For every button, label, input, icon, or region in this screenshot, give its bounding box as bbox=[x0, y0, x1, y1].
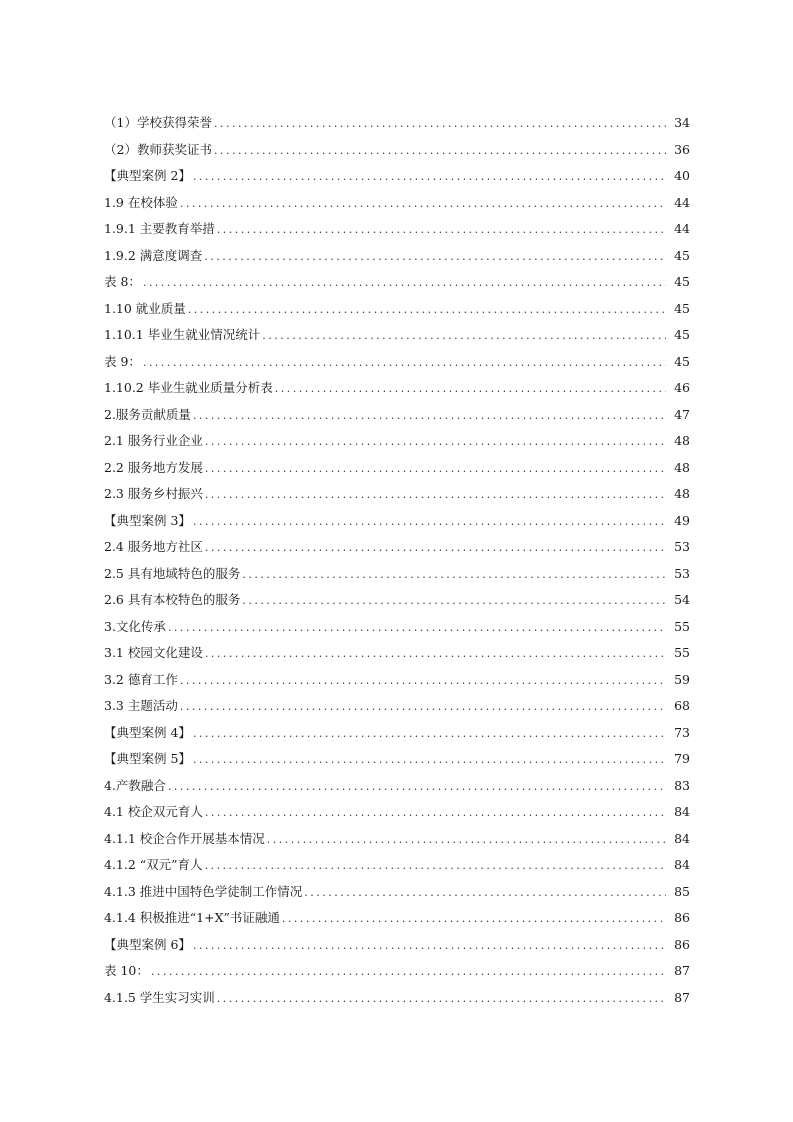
toc-entry-title: 1.10.2 毕业生就业质量分析表 bbox=[104, 380, 273, 395]
toc-entry-title: 【典型案例 3】 bbox=[104, 512, 191, 528]
dot-leader bbox=[242, 562, 666, 589]
toc-entry[interactable] bbox=[104, 322, 690, 349]
toc-entry-page-number: 55 bbox=[674, 645, 690, 660]
dot-leader bbox=[180, 191, 666, 218]
dot-leader bbox=[304, 880, 666, 907]
dot-leader bbox=[242, 588, 666, 615]
dot-leader bbox=[217, 986, 666, 1013]
toc-entry-title: 1.10.1 毕业生就业情况统计 bbox=[104, 327, 261, 342]
toc-entry[interactable] bbox=[104, 163, 690, 190]
toc-entry[interactable] bbox=[104, 932, 690, 959]
dot-leader bbox=[193, 509, 666, 536]
toc-entry-title: （1）学校获得荣誉 bbox=[104, 115, 212, 130]
toc-entry[interactable] bbox=[104, 243, 690, 270]
dot-leader bbox=[214, 138, 666, 165]
toc-entry-page-number: 68 bbox=[674, 698, 690, 713]
toc-entry[interactable] bbox=[104, 640, 690, 667]
toc-entry-page-number: 44 bbox=[674, 221, 690, 236]
toc-entry-title: 【典型案例 6】 bbox=[104, 936, 191, 952]
dot-leader bbox=[282, 906, 666, 933]
toc-entry-title: 表 8： bbox=[104, 274, 141, 289]
toc-entry-title: 4.1 校企双元育人 bbox=[104, 804, 203, 819]
dot-leader bbox=[204, 244, 666, 271]
toc-entry-title: 【典型案例 4】 bbox=[104, 724, 191, 740]
toc-entry-page-number: 48 bbox=[674, 459, 690, 475]
dot-leader bbox=[214, 111, 666, 138]
toc-entry-title: 表 9： bbox=[104, 353, 141, 369]
toc-entry-title: 4.1.5 学生实习实训 bbox=[104, 989, 215, 1005]
dot-leader bbox=[205, 535, 666, 562]
toc-entry-page-number: 84 bbox=[674, 830, 690, 846]
dot-leader bbox=[205, 429, 666, 456]
toc-entry-title: 1.10 就业质量 bbox=[104, 300, 186, 316]
toc-entry[interactable] bbox=[104, 296, 690, 323]
toc-entry-title: 2.3 服务乡村振兴 bbox=[104, 486, 203, 501]
toc-entry-page-number: 45 bbox=[674, 247, 690, 263]
toc-entry-page-number: 86 bbox=[674, 936, 690, 952]
toc-entry[interactable] bbox=[104, 985, 690, 1012]
toc-entry-page-number: 86 bbox=[674, 910, 690, 925]
toc-entry[interactable] bbox=[104, 587, 690, 614]
toc-entry-page-number: 48 bbox=[674, 486, 690, 501]
toc-entry-page-number: 46 bbox=[674, 380, 690, 395]
toc-entry-page-number: 36 bbox=[674, 141, 690, 157]
dot-leader bbox=[193, 721, 666, 748]
toc-entry[interactable] bbox=[104, 428, 690, 455]
toc-entry-title: 4.1.2 “双元”育人 bbox=[104, 857, 203, 872]
dot-leader bbox=[262, 323, 666, 350]
toc-entry-page-number: 87 bbox=[674, 963, 690, 978]
toc-entry-title: 4.1.1 校企合作开展基本情况 bbox=[104, 830, 265, 846]
toc-entry[interactable] bbox=[104, 481, 690, 508]
toc-entry-title: 1.9.1 主要教育举措 bbox=[104, 221, 215, 236]
toc-entry[interactable] bbox=[104, 508, 690, 535]
toc-entry-page-number: 83 bbox=[674, 777, 690, 793]
toc-entry-title: 1.9.2 满意度调查 bbox=[104, 247, 203, 263]
toc-entry[interactable] bbox=[104, 773, 690, 800]
toc-entry[interactable] bbox=[104, 693, 690, 720]
toc-entry[interactable] bbox=[104, 110, 690, 137]
toc-entry-title: 2.2 服务地方发展 bbox=[104, 459, 203, 475]
toc-entry-page-number: 47 bbox=[674, 406, 690, 422]
toc-entry[interactable] bbox=[104, 667, 690, 694]
toc-entry[interactable] bbox=[104, 614, 690, 641]
toc-entry[interactable] bbox=[104, 561, 690, 588]
toc-entry-page-number: 87 bbox=[674, 989, 690, 1005]
toc-entry-page-number: 59 bbox=[674, 671, 690, 687]
toc-entry-title: 4.1.3 推进中国特色学徒制工作情况 bbox=[104, 883, 303, 899]
dot-leader bbox=[168, 615, 666, 642]
toc-entry-title: 3.文化传承 bbox=[104, 618, 166, 634]
toc-entry-page-number: 34 bbox=[674, 115, 690, 130]
table-of-contents bbox=[104, 110, 690, 1011]
dot-leader bbox=[180, 694, 666, 721]
toc-entry-page-number: 49 bbox=[674, 512, 690, 528]
toc-entry-title: 2.5 具有地域特色的服务 bbox=[104, 565, 241, 581]
dot-leader bbox=[151, 959, 666, 986]
dot-leader bbox=[168, 774, 666, 801]
toc-entry-title: （2）教师获奖证书 bbox=[104, 141, 212, 157]
toc-entry-page-number: 53 bbox=[674, 539, 690, 554]
toc-entry-title: 4.产教融合 bbox=[104, 777, 166, 793]
toc-entry-page-number: 45 bbox=[674, 327, 690, 342]
toc-entry-page-number: 54 bbox=[674, 592, 690, 607]
dot-leader bbox=[217, 217, 666, 244]
toc-entry[interactable] bbox=[104, 375, 690, 402]
toc-entry-title: 2.1 服务行业企业 bbox=[104, 433, 203, 448]
toc-entry[interactable] bbox=[104, 137, 690, 164]
dot-leader bbox=[205, 641, 666, 668]
dot-leader bbox=[267, 827, 666, 854]
toc-entry-title: 3.1 校园文化建设 bbox=[104, 645, 203, 660]
toc-entry[interactable] bbox=[104, 534, 690, 561]
toc-entry-title: 2.服务贡献质量 bbox=[104, 406, 191, 422]
toc-entry-page-number: 45 bbox=[674, 300, 690, 316]
toc-entry-page-number: 40 bbox=[674, 168, 690, 183]
toc-entry[interactable] bbox=[104, 879, 690, 906]
toc-entry[interactable] bbox=[104, 746, 690, 773]
toc-entry-page-number: 45 bbox=[674, 274, 690, 289]
dot-leader bbox=[275, 376, 666, 403]
toc-entry-page-number: 44 bbox=[674, 194, 690, 210]
toc-entry-page-number: 85 bbox=[674, 883, 690, 899]
toc-entry-page-number: 45 bbox=[674, 353, 690, 369]
dot-leader bbox=[205, 482, 666, 509]
toc-entry[interactable] bbox=[104, 958, 690, 985]
toc-entry-title: 【典型案例 5】 bbox=[104, 751, 191, 766]
dot-leader bbox=[193, 933, 666, 960]
dot-leader bbox=[143, 350, 666, 377]
toc-entry[interactable] bbox=[104, 455, 690, 482]
toc-entry-page-number: 79 bbox=[674, 751, 690, 766]
dot-leader bbox=[180, 668, 666, 695]
dot-leader bbox=[205, 456, 666, 483]
toc-entry-page-number: 55 bbox=[674, 618, 690, 634]
toc-entry[interactable] bbox=[104, 852, 690, 879]
toc-entry[interactable] bbox=[104, 190, 690, 217]
dot-leader bbox=[143, 270, 666, 297]
toc-entry-page-number: 53 bbox=[674, 565, 690, 581]
toc-entry[interactable] bbox=[104, 826, 690, 853]
toc-entry-title: 2.4 服务地方社区 bbox=[104, 539, 203, 554]
toc-entry-title: 3.2 德育工作 bbox=[104, 671, 178, 687]
dot-leader bbox=[205, 853, 666, 880]
toc-entry-title: 【典型案例 2】 bbox=[104, 168, 191, 183]
toc-entry[interactable] bbox=[104, 799, 690, 826]
toc-entry[interactable] bbox=[104, 905, 690, 932]
dot-leader bbox=[193, 747, 666, 774]
toc-entry-title: 2.6 具有本校特色的服务 bbox=[104, 592, 241, 607]
toc-entry-title: 表 10： bbox=[104, 963, 149, 978]
toc-entry-title: 1.9 在校体验 bbox=[104, 194, 178, 210]
toc-entry-page-number: 84 bbox=[674, 804, 690, 819]
toc-entry[interactable] bbox=[104, 402, 690, 429]
toc-entry-page-number: 48 bbox=[674, 433, 690, 448]
toc-entry[interactable] bbox=[104, 216, 690, 243]
dot-leader bbox=[188, 297, 666, 324]
toc-entry-page-number: 84 bbox=[674, 857, 690, 872]
dot-leader bbox=[193, 164, 666, 191]
toc-entry[interactable] bbox=[104, 349, 690, 376]
toc-entry[interactable] bbox=[104, 720, 690, 747]
toc-entry-page-number: 73 bbox=[674, 724, 690, 740]
toc-entry-title: 3.3 主题活动 bbox=[104, 698, 178, 713]
dot-leader bbox=[205, 800, 666, 827]
toc-entry[interactable] bbox=[104, 269, 690, 296]
dot-leader bbox=[193, 403, 666, 430]
toc-entry-title: 4.1.4 积极推进“1+X”书证融通 bbox=[104, 910, 280, 925]
